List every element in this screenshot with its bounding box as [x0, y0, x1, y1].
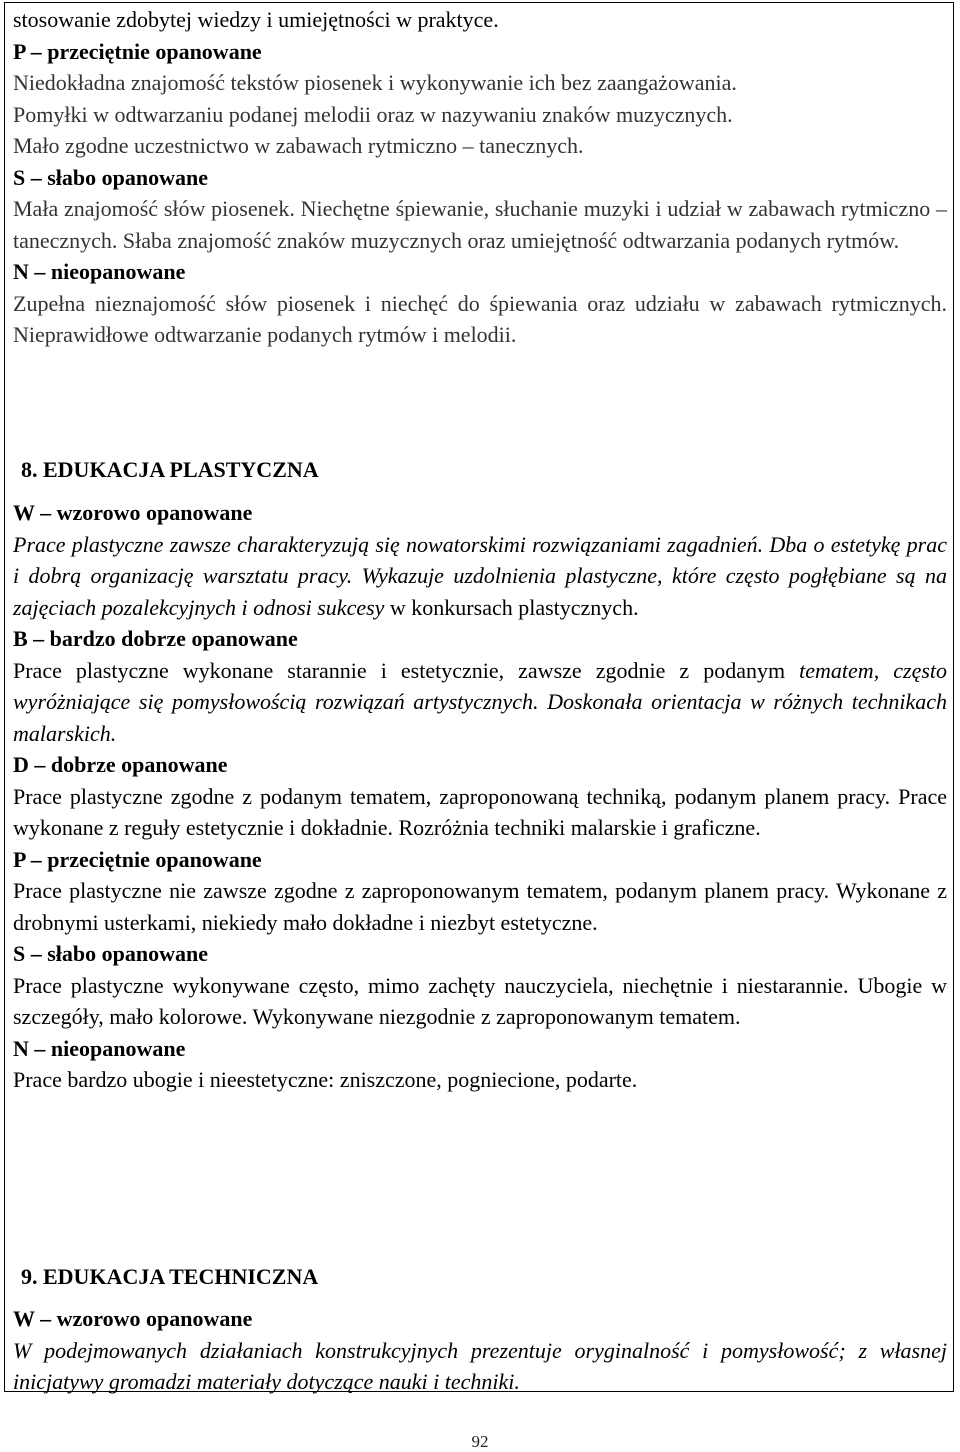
grade-text-w-normal: w konkursach plastycznych.	[384, 594, 639, 620]
grade-heading-s: S – słabo opanowane	[13, 941, 209, 966]
technical-education-grades	[13, 1303, 947, 1398]
art-education-grades	[13, 497, 947, 1096]
grade-text-b-italic: tematem, często wyróżniające się pomysłowością rozwiązań artystycznych. Doskonała orientacja w różnych technikach malarskich.	[13, 657, 948, 746]
grade-text-s: Mała znajomość słów piosenek. Niechętne śpiewanie, słuchanie muzyki i udział w zabawach rytmiczno – tanecznych. Słaba znajomość znaków muzycznych oraz umiejętność odtwarzania podanych rytmów.	[13, 196, 947, 253]
grade-text-w	[13, 529, 947, 624]
grade-text-b	[13, 655, 947, 750]
grade-heading-w: W – wzorowo opanowane	[13, 1306, 253, 1331]
grade-text-p-2: Pomyłki w odtwarzaniu podanej melodii oraz w nazywaniu znaków muzycznych.	[13, 101, 733, 127]
grade-text-d: Prace plastyczne zgodne z podanym tematem, zaproponowaną techniką, podanym planem pracy. Prace wykonane z reguły estetycznie i dokładnie. Rozróżnia techniki malarskie i graficzne.	[13, 783, 947, 840]
section-title-8: 8. EDUKACJA PLASTYCZNA	[21, 457, 319, 482]
music-grades-continued	[13, 4, 947, 351]
grade-text-n: Prace bardzo ubogie i nieestetyczne: zniszczone, pogniecione, podarte.	[13, 1067, 638, 1092]
section-title-9: 9. EDUKACJA TECHNICZNA	[21, 1264, 319, 1289]
grade-heading-n: N – nieopanowane	[13, 1035, 186, 1061]
grade-text-p: Prace plastyczne nie zawsze zgodne z zaproponowanym tematem, podanym planem pracy. Wykonane z drobnymi usterkami, niekiedy mało dokładne i niezbyt estetyczne.	[13, 878, 947, 935]
grade-text-n: Zupełna nieznajomość słów piosenek i niechęć do śpiewania oraz udziału w zabawach rytmicznych. Nieprawidłowe odtwarzanie podanych rytmów i melodii.	[13, 290, 947, 347]
text-line: stosowanie zdobytej wiedzy i umiejętności w praktyce.	[13, 7, 499, 32]
page-number: 92	[471, 1432, 489, 1451]
grade-text-w: W podejmowanych działaniach konstrukcyjnych prezentuje oryginalność i pomysłowość; z własnej inicjatywy gromadzi materiały dotyczące nauki i techniki.	[13, 1337, 947, 1394]
grade-text-w-italic-2: Wykazuje uzdolnienia plastyczne, które często pogłębiane są na zajęciach pozalekcyjnych i odnosi sukcesy	[13, 563, 947, 620]
grade-heading-n: N – nieopanowane	[13, 259, 186, 284]
grade-text-p-1: Niedokładna znajomość tekstów piosenek i wykonywanie ich bez zaangażowania.	[13, 70, 737, 95]
grade-heading-p: P – przeciętnie opanowane	[13, 846, 262, 872]
grade-heading-w: W – wzorowo opanowane	[13, 500, 253, 525]
grade-heading-p: P – przeciętnie opanowane	[13, 38, 262, 64]
grade-heading-s: S – słabo opanowane	[13, 164, 209, 190]
grade-heading-b: B – bardzo dobrze opanowane	[13, 626, 298, 651]
grade-text-b-normal: Prace plastyczne wykonane starannie i estetycznie, zawsze zgodnie z podanym	[13, 657, 786, 683]
grade-text-p-3: Mało zgodne uczestnictwo w zabawach rytmiczno – tanecznych.	[13, 133, 584, 158]
grade-text-s: Prace plastyczne wykonywane często, mimo zachęty nauczyciela, niechętnie i niestarannie. Ubogie w szczegóły, mało kolorowe. Wykonywane niezgodnie z zaproponowanym tematem.	[13, 972, 947, 1029]
grade-text-w-italic: Prace plastyczne zawsze charakteryzują się nowatorskimi rozwiązaniami zagadnień. Dba o estetykę prac i dobrą organizację warsztatu pracy.	[13, 531, 947, 588]
grade-heading-d: D – dobrze opanowane	[13, 752, 228, 777]
